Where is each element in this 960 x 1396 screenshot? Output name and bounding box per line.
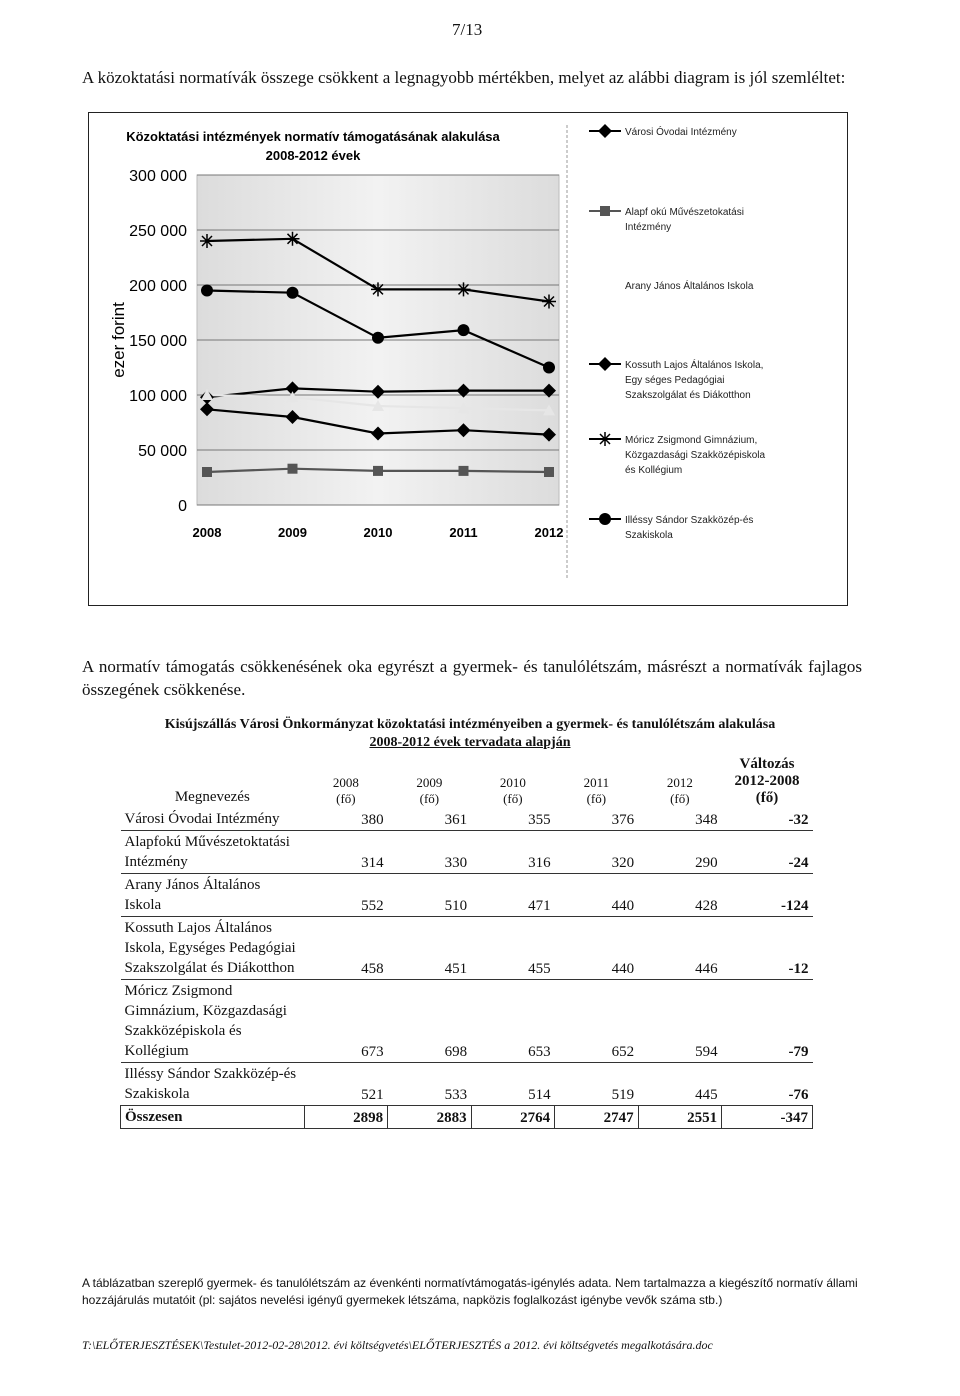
header-change: Változás 2012-2008 (fő) [734,756,800,806]
data-point [458,324,470,336]
cell-2011: 376 [555,808,638,831]
header-year-2010: 2010 (fő) [499,775,526,806]
table-row [121,1063,813,1106]
header-year-2009: 2009 (fő) [416,775,443,806]
legend-swatch-marker [598,432,612,446]
legend-entry: Arany János Általános Iskola [625,281,754,292]
cell-2008: 552 [304,874,387,917]
cell-2009: 361 [388,808,471,831]
data-point [372,332,384,344]
row-name: Alapfokú Művészetoktatási Intézmény [121,831,305,874]
table-header-row [121,755,813,808]
legend-swatch-marker [598,124,612,138]
cell-2012: 290 [638,831,721,874]
cell-2008: 380 [304,808,387,831]
data-point [542,295,556,309]
cell-2012: 446 [638,917,721,980]
cell-2012: 594 [638,980,721,1063]
x-tick-label: 2009 [278,525,307,540]
cell-change: -24 [722,831,813,874]
total-change: -347 [722,1106,813,1129]
row-name: Móricz Zsigmond Gimnázium, Közgazdasági Szakközépiskola és Kollégium [121,980,305,1063]
y-tick-label: 50 000 [138,443,187,460]
cell-2009: 330 [388,831,471,874]
cell-change: -76 [722,1063,813,1106]
table-row [121,917,813,980]
chart-title-line1: Közoktatási intézmények normatív támogatásának alakulása [126,129,500,144]
data-point [202,467,212,477]
data-point [457,282,471,296]
total-2008: 2898 [304,1106,387,1129]
line-chart [89,113,847,605]
data-point [459,466,469,476]
cell-2009: 510 [388,874,471,917]
footnote: A táblázatban szereplő gyermek- és tanulólétszám az évenkénti normatívtámogatás-igénylés adata. Nem tartalmazza a kiegészítő normatív állami hozzájárulás mutatóit (pl: sajátos nevelési igényű gyermekek létszáma, napközis foglalkozást igénybe vevők száma stb.) [82,1276,858,1307]
cell-2011: 519 [555,1063,638,1106]
row-name: Kossuth Lajos Általános Iskola, Egységes Pedagógiai Szakszolgálat és Diákotthon [121,917,305,980]
cell-2011: 440 [555,874,638,917]
intro-paragraph: A közoktatási normatívák összege csökkent a legnagyobb mértékben, melyet az alábbi diagram is jól szemléltet: [82,68,846,87]
cell-2010: 316 [471,831,554,874]
legend-entry: Kossuth Lajos Általános Iskola, Egy séges Pedagógiai Szakszolgálat és Diákotthon [625,360,764,401]
legend-swatch-marker [600,206,610,216]
cell-2010: 455 [471,917,554,980]
y-axis-label: ezer forint [109,302,128,378]
legend-entry: Illéssy Sándor Szakközép-és Szakiskola [625,515,754,541]
data-point [288,464,298,474]
row-name: Városi Óvodai Intézmény [121,808,305,831]
cell-2009: 451 [388,917,471,980]
cell-change: -32 [722,808,813,831]
cell-2009: 698 [388,980,471,1063]
cell-2008: 673 [304,980,387,1063]
cell-2009: 533 [388,1063,471,1106]
explanation-paragraph: A normatív támogatás csökkenésének oka egyrészt a gyermek- és tanulólétszám, másrészt a normatívák fajlagos összegének csökkenése. [82,657,862,699]
cell-change: -12 [722,917,813,980]
x-tick-label: 2008 [192,525,222,540]
legend-entry: Alapf okú Művészetokatási Intézmény [625,207,744,233]
table-row [121,808,813,831]
data-point [371,282,385,296]
cell-change: -79 [722,980,813,1063]
chart-frame [88,112,848,606]
y-tick-label: 300 000 [129,168,187,185]
y-tick-label: 100 000 [129,388,187,405]
row-name: Illéssy Sándor Szakközép-és Szakiskola [121,1063,305,1106]
legend-entry: Móricz Zsigmond Gimnázium, Közgazdasági Szakközépiskola és Kollégium [625,435,766,476]
y-tick-label: 200 000 [129,278,187,295]
cell-2011: 652 [555,980,638,1063]
file-path: T:\ELŐTERJESZTÉSEK\Testulet-2012-02-28\2012. évi költségvetés\ELŐTERJESZTÉS a 2012. évi költségvetés megalkotására.doc [82,1338,713,1352]
cell-2012: 348 [638,808,721,831]
data-point [373,466,383,476]
table-row [121,874,813,917]
row-name: Arany János Általános Iskola [121,874,305,917]
y-tick-label: 150 000 [129,333,187,350]
data-point [543,362,555,374]
legend-swatch-marker [598,357,612,371]
total-2011: 2747 [555,1106,638,1129]
table-row [121,831,813,874]
cell-2010: 514 [471,1063,554,1106]
cell-2008: 458 [304,917,387,980]
total-2010: 2764 [471,1106,554,1129]
cell-2012: 445 [638,1063,721,1106]
cell-2010: 355 [471,808,554,831]
x-tick-label: 2010 [363,525,393,540]
cell-2011: 440 [555,917,638,980]
total-label: Összesen [121,1106,305,1129]
cell-2008: 521 [304,1063,387,1106]
page-number: 7/13 [452,20,483,39]
table-row [121,980,813,1063]
x-tick-label: 2012 [534,525,564,540]
header-year-2011: 2011 (fő) [583,775,610,806]
legend-entry: Városi Óvodai Intézmény [625,127,737,138]
x-tick-label: 2011 [449,525,478,540]
header-year-2012: 2012 (fő) [666,775,693,806]
chart-title-line2: 2008-2012 évek [265,148,361,163]
table-title: Kisújszállás Városi Önkormányzat közoktatási intézményeiben a gyermek- és tanulólétszám alakulása 2008-2012 évek tervadata alapján [164,717,776,750]
cell-2008: 314 [304,831,387,874]
total-2012: 2551 [638,1106,721,1129]
header-megnevezes: Megnevezés [174,789,250,805]
y-tick-label: 250 000 [129,223,187,240]
cell-2011: 320 [555,831,638,874]
data-point [544,467,554,477]
data-point [287,287,299,299]
data-point [200,234,214,248]
cell-change: -124 [722,874,813,917]
y-tick-label: 0 [178,498,187,515]
cell-2010: 653 [471,980,554,1063]
cell-2010: 471 [471,874,554,917]
headcount-table [120,755,813,1129]
data-point [201,285,213,297]
cell-2012: 428 [638,874,721,917]
legend-swatch-marker [599,513,611,525]
data-point [286,232,300,246]
total-2009: 2883 [388,1106,471,1129]
total-row [121,1106,813,1129]
header-year-2008: 2008 (fő) [332,775,359,806]
